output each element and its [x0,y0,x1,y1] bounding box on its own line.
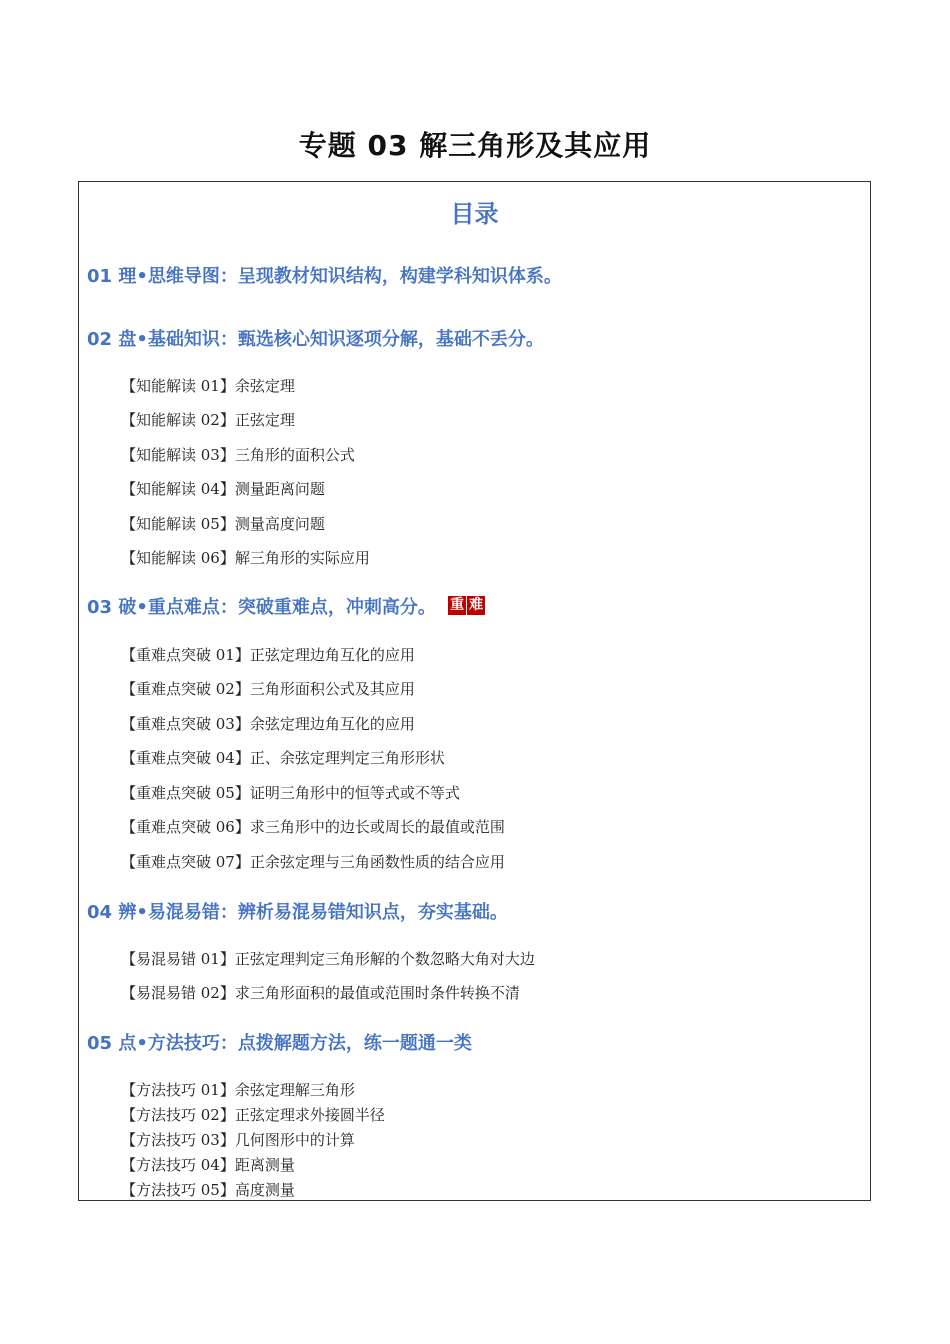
toc-entry: 【方法技巧 02】正弦定理求外接圆半径 [121,1106,385,1124]
toc-entry: 【方法技巧 01】余弦定理解三角形 [121,1081,355,1099]
toc-entry: 【知能解读 04】测量距离问题 [121,480,325,498]
section-01-title: 01 理•思维导图：呈现教材知识结构，构建学科知识体系。 [87,266,562,287]
toc-entry: 【知能解读 01】余弦定理 [121,377,295,395]
toc-entry: 【方法技巧 03】几何图形中的计算 [121,1131,355,1149]
toc-entry: 【重难点突破 06】求三角形中的边长或周长的最值或范围 [121,818,505,836]
toc-entry: 【知能解读 03】三角形的面积公式 [121,446,355,464]
document-title: 专题 03 解三角形及其应用 [298,129,652,162]
toc-entry: 【方法技巧 05】高度测量 [121,1181,295,1199]
toc-entry: 【知能解读 05】测量高度问题 [121,515,325,533]
toc-entry: 【知能解读 02】正弦定理 [121,411,295,429]
section-03-title [87,593,486,619]
toc-entry: 【方法技巧 04】距离测量 [121,1156,295,1174]
section-04-title: 04 辨•易混易错：辨析易混易错知识点，夯实基础。 [87,902,508,923]
toc-heading: 目录 [450,200,499,228]
section-02-title: 02 盘•基础知识：甄选核心知识逐项分解，基础不丢分。 [87,329,544,350]
toc-entry: 【重难点突破 07】正余弦定理与三角函数性质的结合应用 [121,853,505,871]
badge-char: 重 [450,597,465,613]
key-difficulty-badge [448,596,486,615]
toc-entry: 【知能解读 06】解三角形的实际应用 [121,549,370,567]
toc-entry: 【易混易错 02】求三角形面积的最值或范围时条件转换不清 [121,984,520,1002]
section-05-title: 05 点•方法技巧：点拨解题方法，练一题通一类 [87,1033,472,1054]
toc-entry: 【重难点突破 04】正、余弦定理判定三角形形状 [121,749,445,767]
toc-entry: 【重难点突破 02】三角形面积公式及其应用 [121,680,415,698]
toc-entry: 【重难点突破 03】余弦定理边角互化的应用 [121,715,415,733]
toc-entry: 【重难点突破 05】证明三角形中的恒等式或不等式 [121,784,460,802]
badge-char: 难 [469,597,484,613]
section-03-title-text: 03 破•重点难点：突破重难点，冲刺高分。 [87,597,436,618]
toc-entry: 【易混易错 01】正弦定理判定三角形解的个数忽略大角对大边 [121,950,535,968]
toc-entry: 【重难点突破 01】正弦定理边角互化的应用 [121,646,415,664]
table-of-contents [78,181,871,1201]
